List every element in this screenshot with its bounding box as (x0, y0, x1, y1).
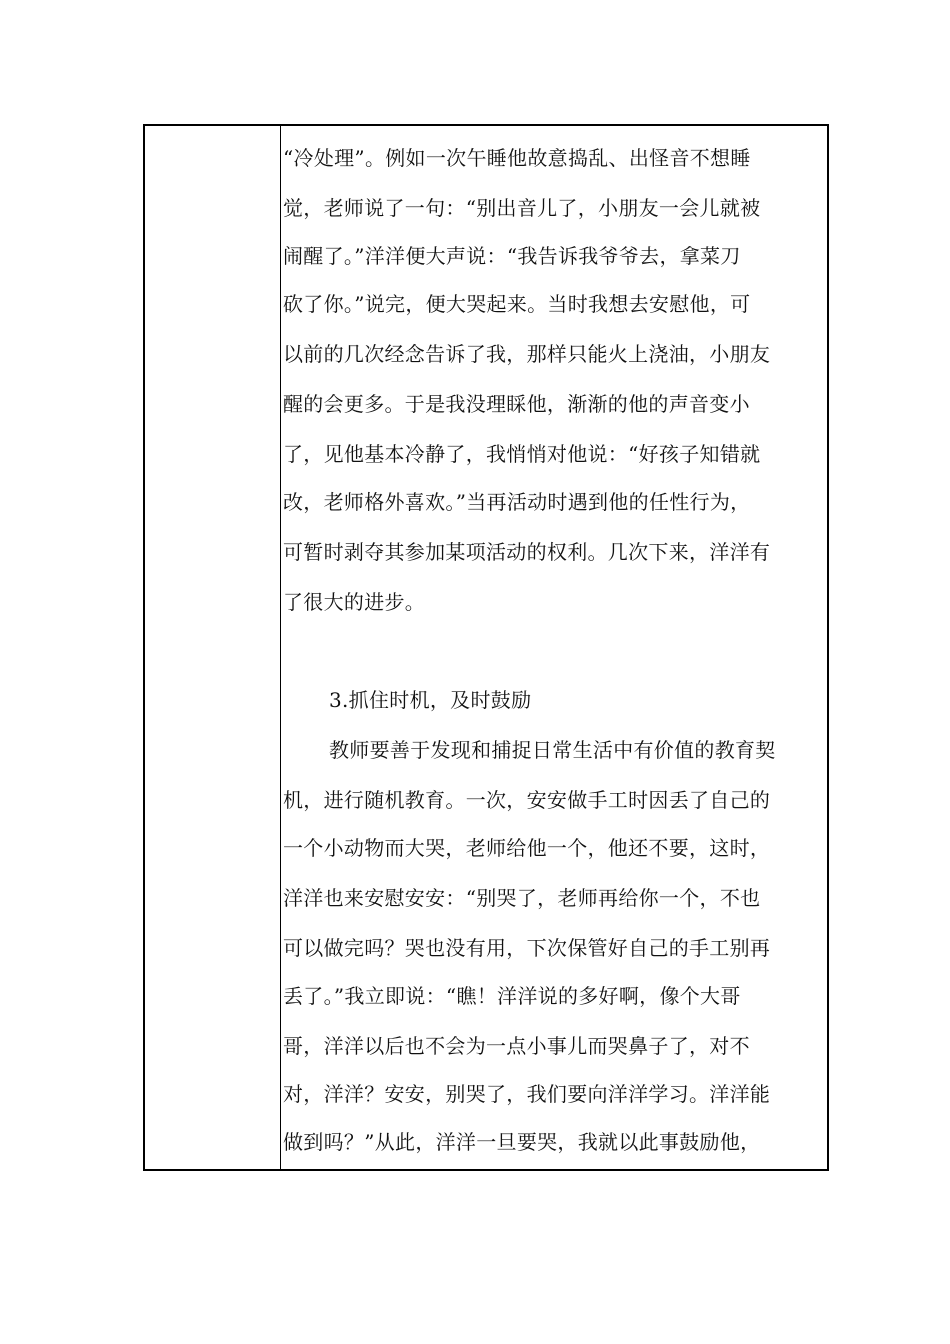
text-line: 机，进行随机教育。一次，安安做手工时因丢了自己的 (283, 788, 771, 812)
table-right-cell (281, 126, 827, 1169)
text-line: 一个小动物而大哭，老师给他一个，他还不要，这时， (283, 836, 771, 860)
text-line: 了，见他基本冷静了，我悄悄对他说：“好孩子知错就 (283, 442, 761, 466)
text-line: 砍了你。”说完，便大哭起来。当时我想去安慰他，可 (283, 292, 751, 316)
section-heading: 3.抓住时机，及时鼓励 (329, 688, 532, 712)
text-line: 对，洋洋？安安，别哭了，我们要向洋洋学习。洋洋能 (283, 1082, 771, 1106)
text-line: 以前的几次经念告诉了我，那样只能火上浇油，小朋友 (283, 342, 771, 366)
text-line: 改，老师格外喜欢。”当再活动时遇到他的任性行为， (283, 490, 751, 514)
text-line: 醒的会更多。于是我没理睬他，渐渐的他的声音变小 (283, 392, 750, 416)
text-line: 觉，老师说了一句：“别出音儿了，小朋友一会儿就被 (283, 196, 761, 220)
text-line: 可暂时剥夺其参加某项活动的权利。几次下来，洋洋有 (283, 540, 771, 564)
text-line: 洋洋也来安慰安安：“别哭了，老师再给你一个，不也 (283, 886, 761, 910)
text-line: 闹醒了。”洋洋便大声说：“我告诉我爷爷去，拿菜刀 (283, 244, 741, 268)
text-line: 教师要善于发现和捕捉日常生活中有价值的教育契 (329, 738, 776, 762)
text-line: 了很大的进步。 (283, 590, 426, 614)
text-line: “冷处理”。例如一次午睡他故意捣乱、出怪音不想睡 (283, 146, 751, 170)
text-line: 丢了。”我立即说：“瞧！洋洋说的多好啊，像个大哥 (283, 984, 741, 1008)
text-line: 可以做完吗？哭也没有用，下次保管好自己的手工别再 (283, 936, 771, 960)
table-left-cell (145, 126, 281, 1169)
text-line: 哥，洋洋以后也不会为一点小事儿而哭鼻子了，对不 (283, 1034, 750, 1058)
text-line: 做到吗？”从此，洋洋一旦要哭，我就以此事鼓励他， (283, 1130, 761, 1154)
content-table (143, 124, 829, 1171)
